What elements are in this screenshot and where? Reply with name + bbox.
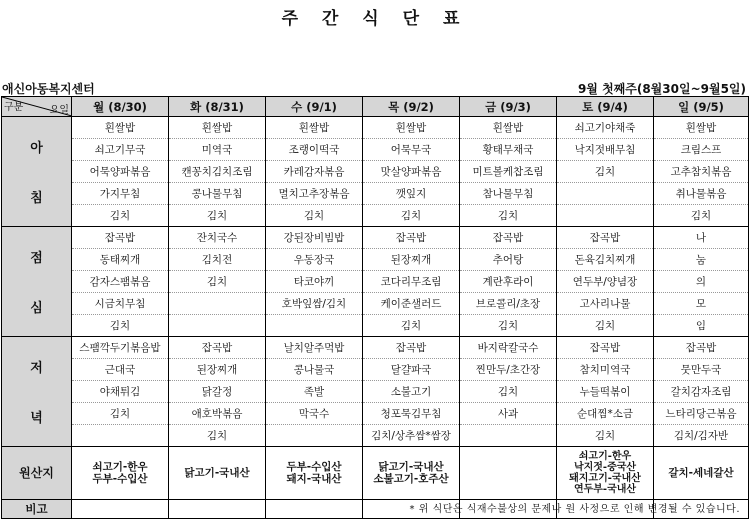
meal-row xyxy=(2,359,749,381)
origin-line: 연두부-국내산 xyxy=(573,484,637,495)
menu-item: 야채튀김 xyxy=(72,381,169,403)
menu-item: 어묵무국 xyxy=(363,139,460,161)
menu-item: 바지락칼국수 xyxy=(460,337,557,359)
menu-item xyxy=(557,205,654,227)
menu-item: 잡곡밥 xyxy=(169,337,266,359)
menu-item: 케이준샐러드 xyxy=(363,293,460,315)
menu-item: 카레감자볶음 xyxy=(266,161,363,183)
menu-item: 타코야끼 xyxy=(266,271,363,293)
menu-item: 흰쌀밥 xyxy=(266,117,363,139)
meal-row xyxy=(2,293,749,315)
menu-item: 순대찜*소금 xyxy=(557,403,654,425)
menu-item: 잡곡밥 xyxy=(654,337,749,359)
origin-line: 돼지-국내산 xyxy=(286,473,342,485)
menu-item: 계란후라이 xyxy=(460,271,557,293)
menu-item: 김치 xyxy=(72,315,169,337)
origin-line: 쇠고기-한우 xyxy=(92,461,148,473)
meal-row xyxy=(2,139,749,161)
menu-item: 흰쌀밥 xyxy=(363,117,460,139)
menu-item: 김치 xyxy=(363,205,460,227)
menu-item: 애호박볶음 xyxy=(169,403,266,425)
menu-item: 어묵양파볶음 xyxy=(72,161,169,183)
menu-item: 김치 xyxy=(169,205,266,227)
menu-item: 크림스프 xyxy=(654,139,749,161)
origin-line: 닭고기-국내산 xyxy=(184,467,250,479)
meal-label xyxy=(2,117,72,227)
menu-item: 참나물무침 xyxy=(460,183,557,205)
origin-cell xyxy=(72,447,169,500)
menu-item xyxy=(169,293,266,315)
origin-cell xyxy=(363,447,460,500)
origin-line: 갈치-세네갈산 xyxy=(668,467,734,479)
menu-item: 맛살양파볶음 xyxy=(363,161,460,183)
menu-item: 족발 xyxy=(266,381,363,403)
menu-item: 미역국 xyxy=(169,139,266,161)
menu-item: 고추참치볶음 xyxy=(654,161,749,183)
origin-line: 닭고기-국내산 xyxy=(378,461,444,473)
menu-item: 김치 xyxy=(654,205,749,227)
origin-row xyxy=(2,447,749,500)
remarks-label: 비고 xyxy=(2,500,72,519)
menu-item: 김치전 xyxy=(169,249,266,271)
meal-label-char: 침 xyxy=(30,191,43,206)
menu-item xyxy=(169,315,266,337)
day-header: 일 (9/5) xyxy=(654,97,749,117)
menu-item xyxy=(266,425,363,447)
menu-item: 콩나물무침 xyxy=(169,183,266,205)
menu-item: 김치/김자반 xyxy=(654,425,749,447)
menu-item: 김치 xyxy=(557,425,654,447)
meal-row xyxy=(2,183,749,205)
menu-item: 된장찌개 xyxy=(363,249,460,271)
menu-item: 의 xyxy=(654,271,749,293)
menu-item: 동태찌개 xyxy=(72,249,169,271)
center-name: 애신아동복지센터 xyxy=(2,82,95,96)
menu-item: 쇠고기야채죽 xyxy=(557,117,654,139)
meal-row xyxy=(2,425,749,447)
footer-note: * 위 식단은 식재수불상의 문제나 원 사정으로 인해 변경될 수 있습니다. xyxy=(409,504,740,515)
menu-item: 잡곡밥 xyxy=(460,227,557,249)
weekly-menu-table xyxy=(1,96,749,519)
menu-item xyxy=(460,425,557,447)
menu-item: 사과 xyxy=(460,403,557,425)
meal-label xyxy=(2,227,72,337)
day-header: 금 (9/3) xyxy=(460,97,557,117)
menu-item: 흰쌀밥 xyxy=(460,117,557,139)
menu-item: 잡곡밥 xyxy=(557,337,654,359)
meal-row xyxy=(2,381,749,403)
menu-item: 달걀파국 xyxy=(363,359,460,381)
menu-item: 흰쌀밥 xyxy=(169,117,266,139)
menu-item: 나 xyxy=(654,227,749,249)
menu-item: 돈육김치찌개 xyxy=(557,249,654,271)
menu-item: 쇠고기무국 xyxy=(72,139,169,161)
menu-item: 날치알주먹밥 xyxy=(266,337,363,359)
menu-item: 김치/상추쌈*쌈장 xyxy=(363,425,460,447)
origin-cell xyxy=(557,447,654,500)
menu-item: 임 xyxy=(654,315,749,337)
origin-cell xyxy=(654,447,749,500)
menu-item: 뭇만두국 xyxy=(654,359,749,381)
menu-item: 잡곡밥 xyxy=(557,227,654,249)
menu-item: 찐만두/초간장 xyxy=(460,359,557,381)
menu-item: 브로콜리/초장 xyxy=(460,293,557,315)
meal-label-char: 점 xyxy=(30,251,43,266)
day-header: 토 (9/4) xyxy=(557,97,654,117)
menu-item: 갈치감자조림 xyxy=(654,381,749,403)
origin-cell xyxy=(266,447,363,500)
week-label: 9월 첫째주(8월30일~9월5일) xyxy=(577,82,746,96)
menu-item: 추어탕 xyxy=(460,249,557,271)
meal-label-char: 녁 xyxy=(30,411,43,426)
menu-item: 낙지젓배무침 xyxy=(557,139,654,161)
meal-label-char: 저 xyxy=(30,361,43,376)
menu-item: 김치 xyxy=(266,205,363,227)
menu-item: 된장찌개 xyxy=(169,359,266,381)
menu-item: 연두부/양념장 xyxy=(557,271,654,293)
menu-item: 황태무채국 xyxy=(460,139,557,161)
menu-item: 눔 xyxy=(654,249,749,271)
remarks-cell xyxy=(72,500,169,519)
menu-item: 김치 xyxy=(460,315,557,337)
origin-line: 소불고기-호주산 xyxy=(373,473,449,485)
menu-item xyxy=(557,183,654,205)
origin-line: 낙지젓-중국산 xyxy=(573,462,637,473)
menu-item: 느타리당근볶음 xyxy=(654,403,749,425)
day-header: 화 (8/31) xyxy=(169,97,266,117)
header-row xyxy=(2,97,749,117)
menu-item: 고사리나물 xyxy=(557,293,654,315)
origin-line: 쇠고기-한우 xyxy=(578,451,632,462)
menu-item: 참치미역국 xyxy=(557,359,654,381)
menu-item xyxy=(72,425,169,447)
origin-line: 두부-수입산 xyxy=(286,461,342,473)
menu-item: 잡곡밥 xyxy=(72,227,169,249)
menu-item: 우동장국 xyxy=(266,249,363,271)
menu-item: 미트볼케찹조림 xyxy=(460,161,557,183)
menu-item: 흰쌀밥 xyxy=(654,117,749,139)
menu-item: 김치 xyxy=(557,161,654,183)
day-header: 수 (9/1) xyxy=(266,97,363,117)
corner-label-category: 구분 xyxy=(4,102,24,113)
menu-item: 캔꽁치김치조림 xyxy=(169,161,266,183)
meal-row xyxy=(2,337,749,359)
menu-item: 강된장비빔밥 xyxy=(266,227,363,249)
menu-item: 감자스팸볶음 xyxy=(72,271,169,293)
menu-item: 김치 xyxy=(169,271,266,293)
day-header: 목 (9/2) xyxy=(363,97,460,117)
menu-item: 흰쌀밥 xyxy=(72,117,169,139)
origin-line: 두부-수입산 xyxy=(92,473,148,485)
menu-item: 모 xyxy=(654,293,749,315)
corner-cell xyxy=(2,97,72,117)
menu-item: 코다리무조림 xyxy=(363,271,460,293)
meal-row xyxy=(2,227,749,249)
menu-body xyxy=(2,117,749,447)
meal-label xyxy=(2,337,72,447)
menu-item: 김치 xyxy=(460,205,557,227)
menu-item: 시금치무침 xyxy=(72,293,169,315)
day-header: 월 (8/30) xyxy=(72,97,169,117)
menu-item: 청포묵김무침 xyxy=(363,403,460,425)
origin-cell xyxy=(460,447,557,500)
meal-row xyxy=(2,205,749,227)
menu-item: 잔치국수 xyxy=(169,227,266,249)
menu-item: 취나물볶음 xyxy=(654,183,749,205)
menu-item: 소불고기 xyxy=(363,381,460,403)
remarks-cell xyxy=(169,500,266,519)
meal-row xyxy=(2,271,749,293)
menu-item: 스팸깍두기볶음밥 xyxy=(72,337,169,359)
menu-item: 김치 xyxy=(460,381,557,403)
menu-item: 김치 xyxy=(72,205,169,227)
meal-row xyxy=(2,403,749,425)
menu-item: 닭갈정 xyxy=(169,381,266,403)
remarks-cell xyxy=(266,500,363,519)
page-title: 주 간 식 단 표 xyxy=(281,9,469,29)
meal-row xyxy=(2,117,749,139)
origin-cell xyxy=(169,447,266,500)
menu-item: 깻잎지 xyxy=(363,183,460,205)
menu-item: 멸치고추장볶음 xyxy=(266,183,363,205)
menu-item: 조랭이떡국 xyxy=(266,139,363,161)
menu-item: 가지무침 xyxy=(72,183,169,205)
menu-item: 근대국 xyxy=(72,359,169,381)
menu-item: 콩나물국 xyxy=(266,359,363,381)
origin-label: 원산지 xyxy=(2,447,72,500)
menu-item: 잡곡밥 xyxy=(363,227,460,249)
meal-label-char: 심 xyxy=(30,301,43,316)
menu-item: 김치 xyxy=(557,315,654,337)
origin-line: 돼지고기-국내산 xyxy=(569,473,641,484)
menu-item: 김치 xyxy=(363,315,460,337)
menu-item xyxy=(266,315,363,337)
menu-item: 호박잎쌈/김치 xyxy=(266,293,363,315)
meal-row xyxy=(2,315,749,337)
corner-label-weekday: 요일 xyxy=(49,105,69,116)
meal-label-char: 아 xyxy=(30,141,43,156)
menu-item: 김치 xyxy=(169,425,266,447)
menu-item: 김치 xyxy=(72,403,169,425)
menu-item: 잡곡밥 xyxy=(363,337,460,359)
menu-item: 막국수 xyxy=(266,403,363,425)
meal-row xyxy=(2,249,749,271)
menu-item: 누들떡볶이 xyxy=(557,381,654,403)
meal-row xyxy=(2,161,749,183)
